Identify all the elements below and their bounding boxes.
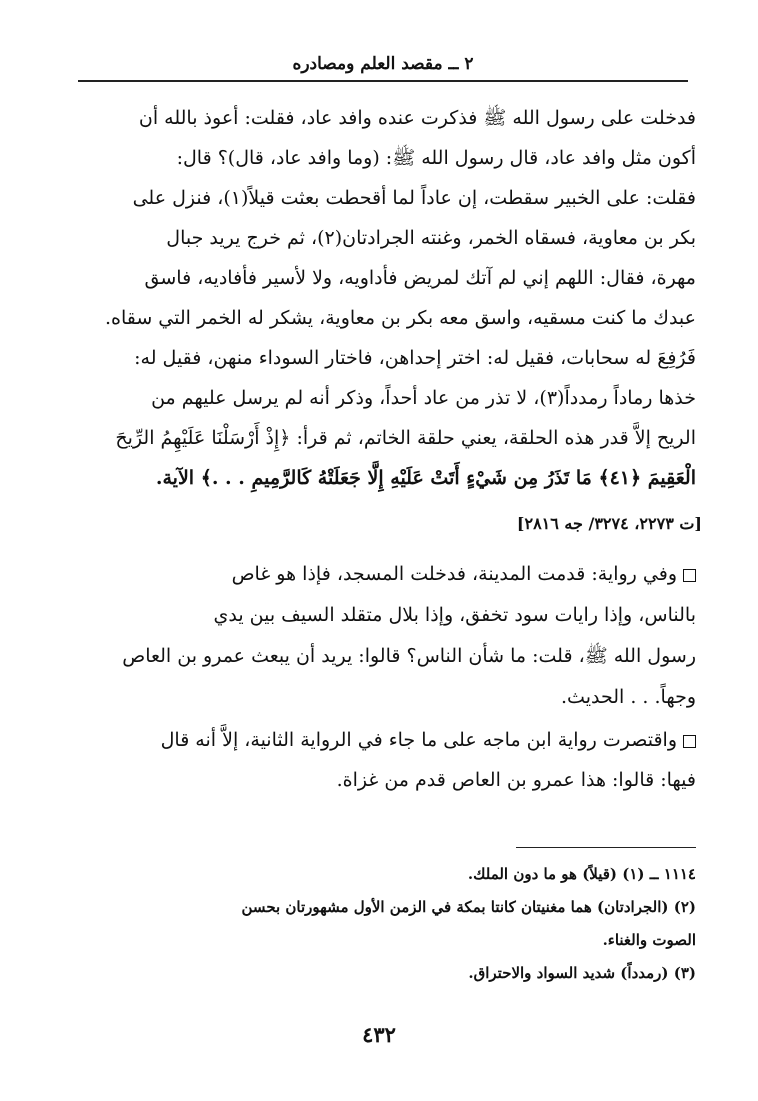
text-line: رسول الله ﷺ، قلت: ما شأن الناس؟ قالوا: يريد أن يبعث عمرو بن العاص: [122, 645, 696, 667]
chapter-title: ٢ ــ مقصد العلم ومصادره: [292, 54, 474, 74]
text-line: خذها رماداً رمدداً(٣)، لا تذر من عاد أحداً، وذكر أنه لم يرسل عليهم من: [151, 387, 696, 409]
text-line-content: واقتصرت رواية ابن ماجه على ما جاء في الرواية الثانية، إلاَّ أنه قال: [160, 729, 677, 751]
narration-paragraph: [62, 554, 696, 718]
text-line: فَرُفِعَ له سحابات، فقيل له: اختر إحداهن، فاختار السوداء منهن، فقيل له:: [134, 347, 696, 369]
page-number: ٤٣٢: [362, 1022, 396, 1047]
text-line: فقلت: على الخبير سقطت، إن عاداً لما أقحطت بعثت قيلاً(١)، فنزل على: [132, 187, 696, 209]
text-line: فدخلت على رسول الله ﷺ فذكرت عنده وافد عاد، فقلت: أعوذ بالله أن: [138, 107, 696, 129]
text-line: أكون مثل وافد عاد، قال رسول الله ﷺ: (وما وافد عاد، قال)؟ قال:: [176, 147, 696, 169]
text-line: [62, 720, 696, 760]
text-line: الريح إلاَّ قدر هذه الحلقة، يعني حلقة الخاتم، ثم قرأ: ﴿إِذْ أَرْسَلْنَا عَلَيْهِمُ الرِّيحَ: [115, 427, 696, 449]
footnote-continuation: الصوت والغناء.: [602, 931, 696, 949]
text-line: [62, 554, 696, 595]
quran-verse-line: الْعَقِيمَ ﴿٤١﴾ مَا تَذَرُ مِن شَيْءٍ أَتَتْ عَلَيْهِ إِلَّا جَعَلَتْهُ كَالرَّمِيمِ . . .﴾ الآية.: [155, 467, 696, 489]
footnote-divider: [516, 847, 696, 848]
square-bullet-icon: [683, 735, 696, 748]
square-bullet-icon: [683, 569, 696, 582]
footnote: (٣) (رمدداً) شديد السواد والاحتراق.: [468, 964, 696, 982]
hadith-reference: [ت ٢٢٧٣، ٣٢٧٤/ جه ٢٨١٦]: [516, 514, 702, 533]
main-paragraph: [62, 98, 696, 498]
text-line: عبدك ما كنت مسقيه، واسق معه بكر بن معاوية، يشكر له الخمر التي سقاه.: [104, 307, 696, 329]
text-line: بالناس، وإذا رايات سود تخفق، وإذا بلال متقلد السيف بين يدي: [213, 604, 696, 626]
footnote: (٢) (الجرادتان) هما مغنيتان كانتا بمكة في الزمن الأول مشهورتان بحسن: [241, 898, 696, 916]
text-line: وجهاً. . . الحديث.: [561, 686, 696, 708]
text-line: مهرة، فقال: اللهم إني لم آتك لمريض فأداويه، ولا لأسير فأفاديه، فاسق: [144, 267, 696, 289]
footnote: ١١١٤ ــ (١) (قيلاً) هو ما دون الملك.: [467, 865, 696, 883]
footnotes: [62, 858, 696, 990]
text-line-content: وفي رواية: قدمت المدينة، فدخلت المسجد، فإذا هو غاص: [231, 563, 677, 585]
ibn-majah-paragraph: [62, 720, 696, 800]
text-line: فيها: قالوا: هذا عمرو بن العاص قدم من غزاة.: [336, 769, 696, 791]
text-line: بكر بن معاوية، فسقاه الخمر، وغنته الجرادتان(٢)، ثم خرج يريد جبال: [166, 227, 696, 249]
running-header: [78, 50, 688, 82]
